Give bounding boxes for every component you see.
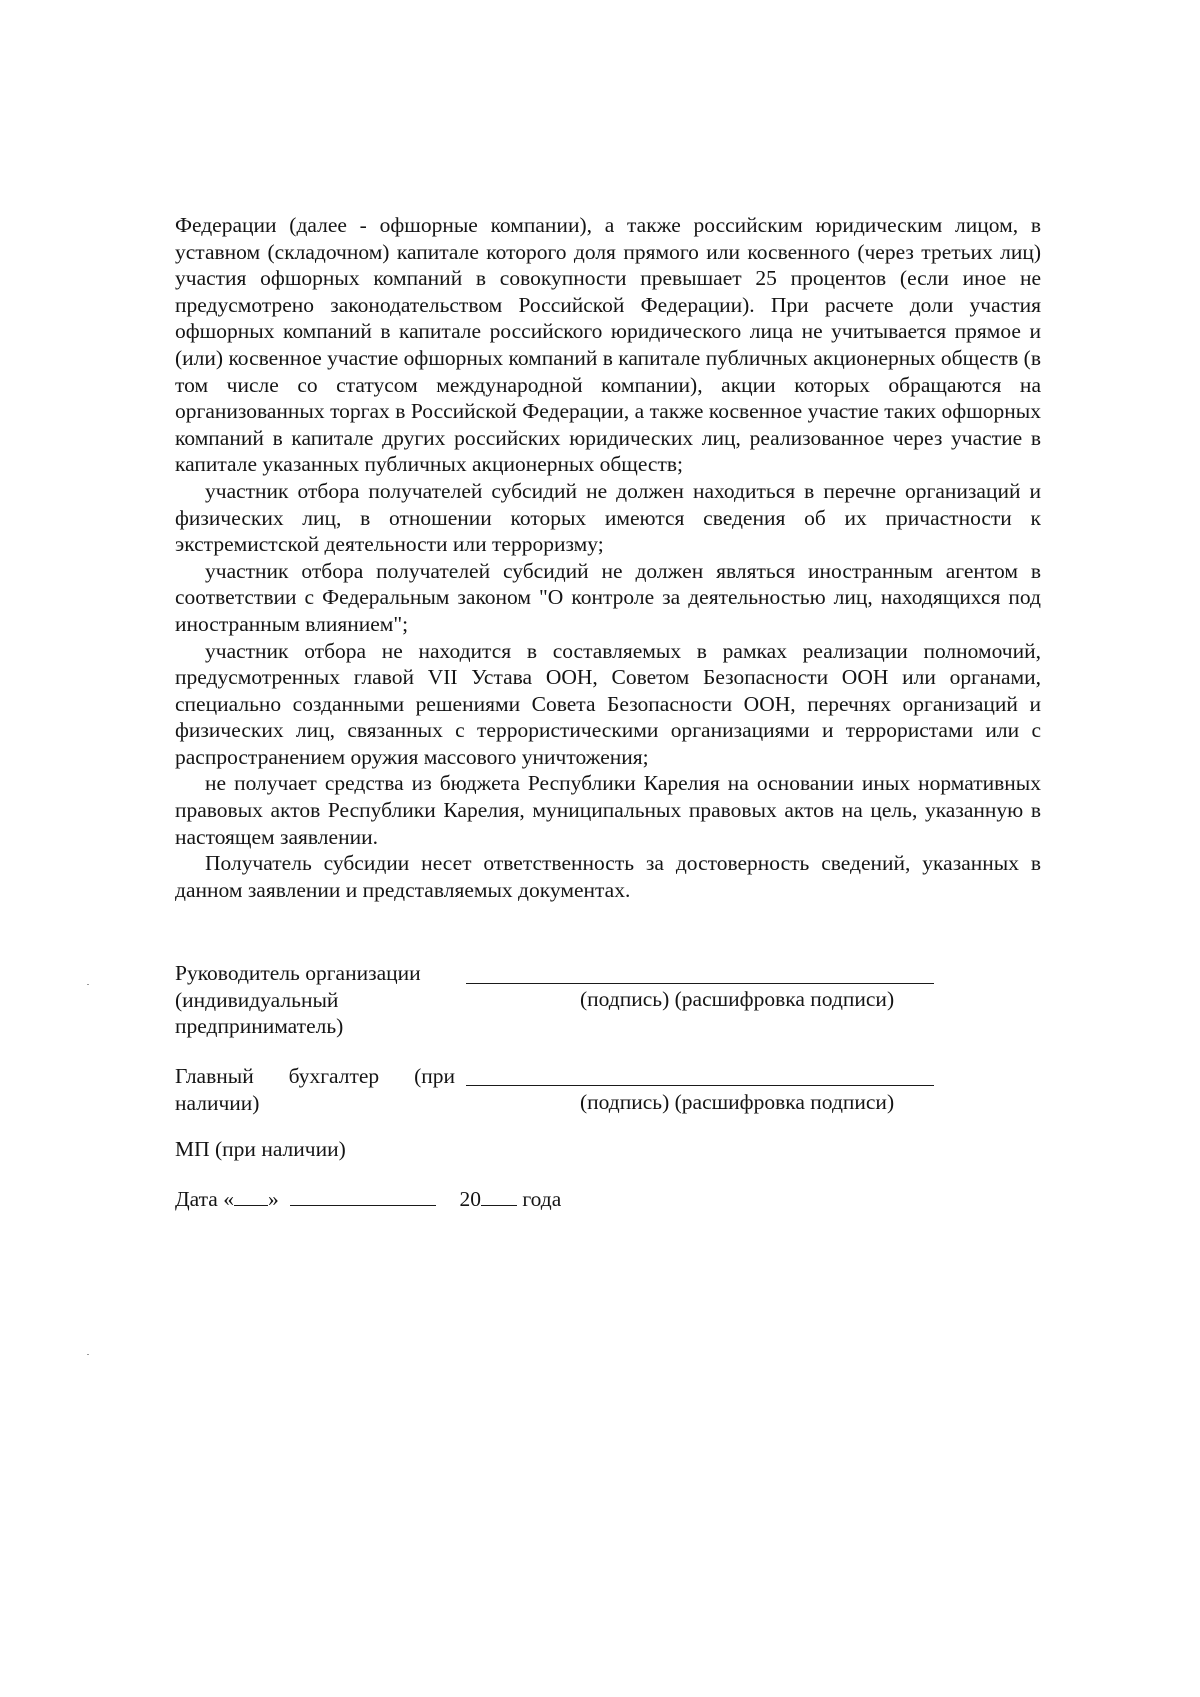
paragraph-un-sanctions: участник отбора не находится в составляемых в рамках реализации полномочий, предусмотренных главой VII Устава ООН, Советом Безопасности ООН или органами, специально созданными решениями Совета Безопасности ООН, перечнях организаций и физических лиц, связанных с террористическими организациями и террористами или с распространением оружия массового уничтожения; (175, 638, 1041, 769)
date-month-blank (290, 1187, 436, 1206)
date-close-quote: » (267, 1187, 279, 1211)
date-prefix: Дата « (175, 1187, 234, 1211)
date-year-blank (481, 1187, 517, 1206)
head-signature-label (175, 960, 455, 1040)
accountant-signature-label (175, 1063, 455, 1116)
date-day-blank (234, 1187, 268, 1206)
paragraph-extremism: участник отбора получателей субсидий не должен находиться в перечне организаций и физических лиц, в отношении которых имеются сведения об их причастности к экстремистской деятельности или терроризму; (175, 478, 1041, 557)
head-signature-block (175, 960, 935, 1040)
paragraph-offshore: Федерации (далее - офшорные компании), а также российским юридическим лицом, в уставном (складочном) капитале которого доля прямого или косвенного (через третьих лиц) участия офшорных компаний в совокупности превышает 25 процентов (если иное не предусмотрено законодательством Российской Федерации). При расчете доли участия офшорных компаний в капитале российского юридического лица не учитывается прямое и (или) косвенное участие офшорных компаний в капитале публичных акционерных обществ (в том числе со статусом международной компании), акции которых обращаются на организованных торгах в Российской Федерации, а также косвенное участие таких офшорных компаний в капитале других российских юридических лиц, реализованное через участие в капитале указанных публичных акционерных обществ; (175, 213, 1041, 477)
scan-speck (87, 1354, 89, 1355)
date-line (175, 1186, 561, 1213)
paragraph-responsibility: Получатель субсидии несет ответственность за достоверность сведений, указанных в данном заявлении и представляемых документах. (175, 851, 1041, 902)
accountant-label-line-2: наличии) (175, 1090, 260, 1115)
stamp-label: МП (при наличии) (175, 1137, 346, 1161)
accountant-signature-line (466, 1085, 934, 1086)
head-signature-line (466, 983, 934, 984)
scan-speck (87, 984, 89, 985)
date-suffix: года (522, 1187, 562, 1211)
head-label-line-3: предприниматель) (175, 1014, 344, 1039)
paragraph-budget-funds: не получает средства из бюджета Республики Карелия на основании иных нормативных правовых актов Республики Карелия, муниципальных правовых актов на цель, указанную в настоящем заявлении. (175, 771, 1041, 849)
paragraph-foreign-agent: участник отбора получателей субсидий не должен являться иностранным агентом в соответствии с Федеральным законом "О контроле за деятельностью лиц, находящихся под иностранным влиянием"; (175, 558, 1041, 636)
head-signature-caption: (подпись) (расшифровка подписи) (580, 987, 895, 1011)
document-body (175, 212, 1041, 903)
accountant-signature-caption: (подпись) (расшифровка подписи) (580, 1090, 895, 1114)
accountant-signature-block (175, 1063, 935, 1119)
accountant-label-line-1: Главный бухгалтер (при (175, 1064, 455, 1088)
date-century: 20 (459, 1187, 481, 1211)
head-label-line-1: Руководитель организации (175, 961, 421, 985)
head-label-line-2: (индивидуальный (175, 987, 339, 1012)
